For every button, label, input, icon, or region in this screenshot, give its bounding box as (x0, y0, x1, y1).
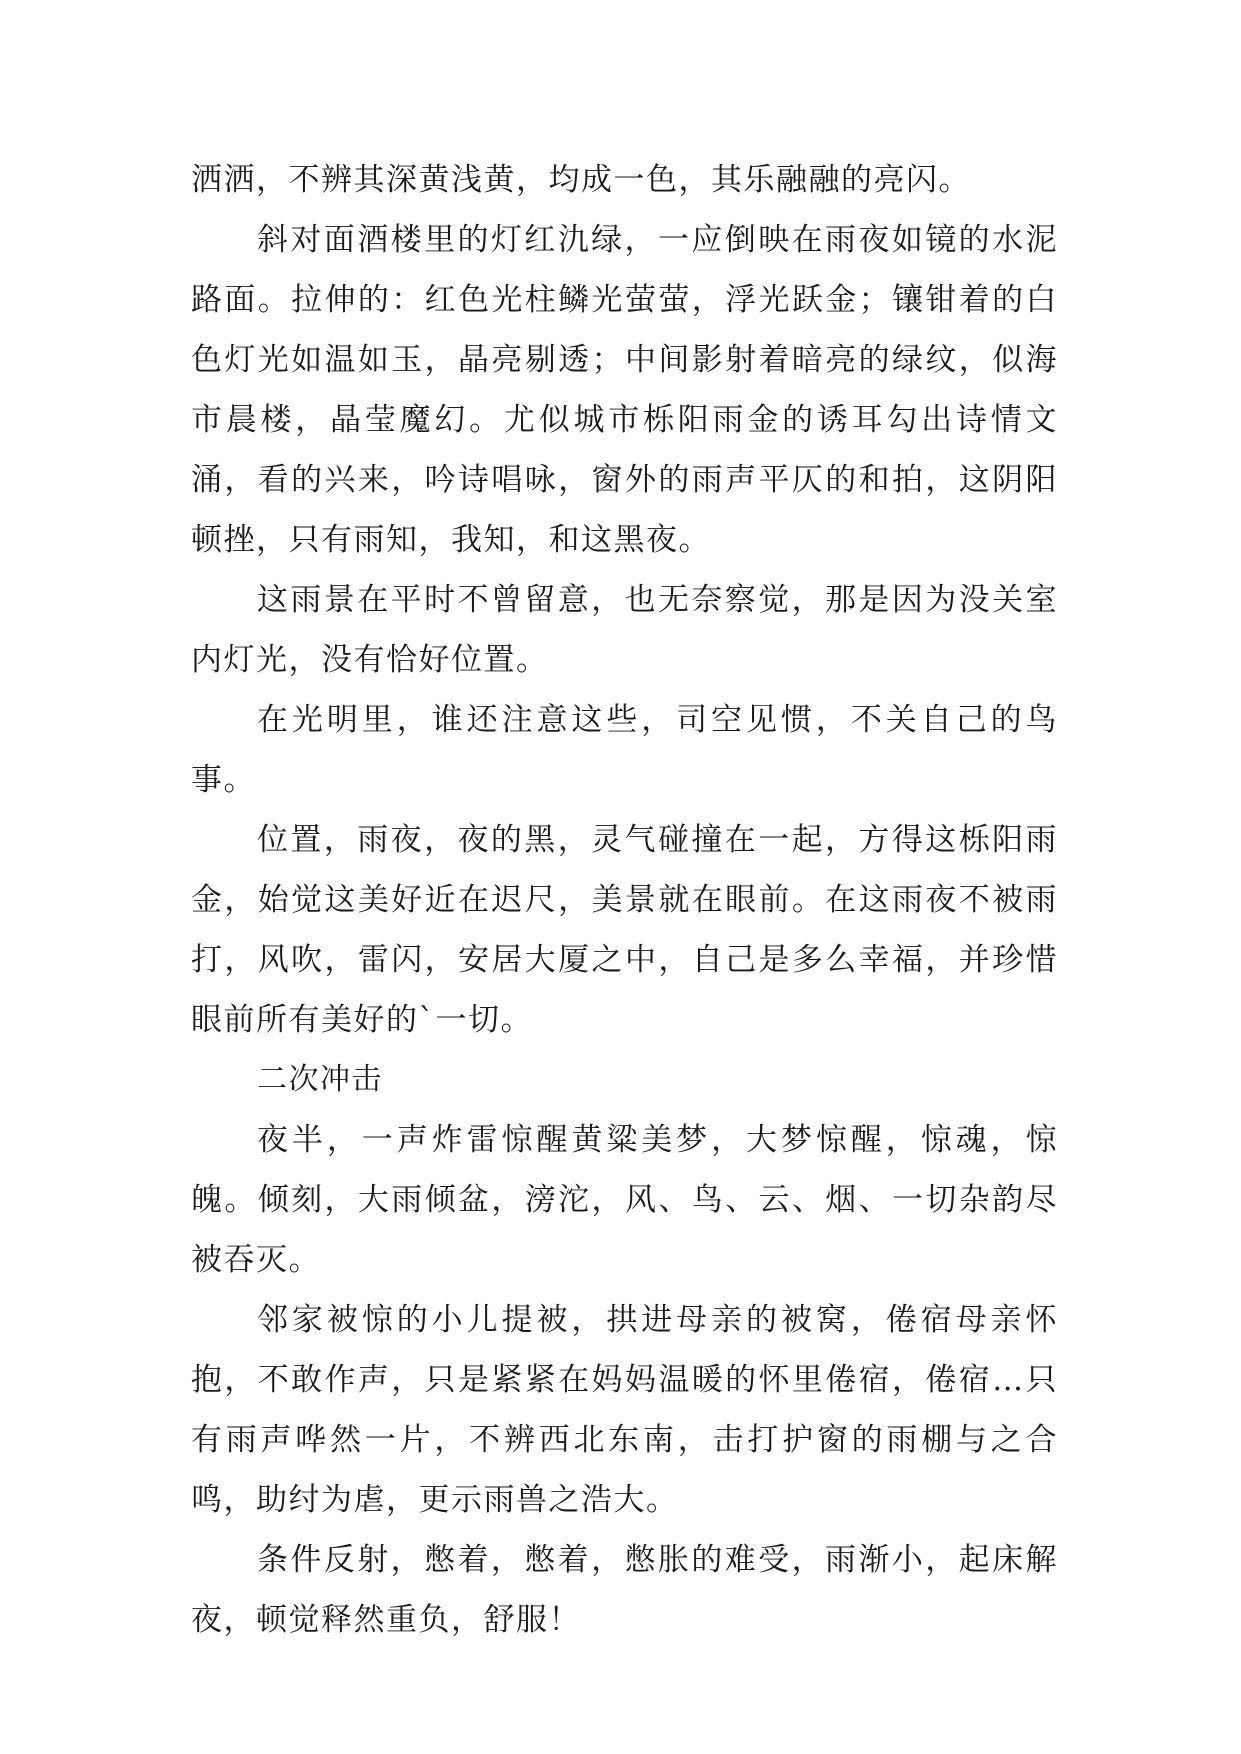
paragraph-neighbor-child: 邻家被惊的小儿提被，拱进母亲的被窝，倦宿母亲怀抱，不敢作声，只是紧紧在妈妈温暖的怀里倦宿，倦宿…只有雨声哗然一片，不辨西北东南，击打护窗的雨棚与之合鸣，助纣为虐，更示雨兽之浩大。 (191, 1302, 1058, 1518)
paragraph-position-rain-night: 位置，雨夜，夜的黑，灵气碰撞在一起，方得这栎阳雨金，始觉这美好近在迟尺，美景就在眼前。在这雨夜不被雨打，风吹，雷闪，安居大厦之中，自己是多么幸福，并珍惜眼前所有美好的`一切。 (191, 822, 1058, 1038)
paragraph-in-the-light: 在光明里，谁还注意这些，司空见惯，不关自己的鸟事。 (191, 702, 1058, 798)
paragraph-restaurant-reflection: 斜对面酒楼里的灯红氿绿，一应倒映在雨夜如镜的水泥路面。拉伸的：红色光柱鳞光萤萤，浮光跃金；镶钳着的白色灯光如温如玉，晶亮剔透；中间影射着暗亮的绿纹，似海市晨楼，晶莹魔幻。尤似城市栎阳雨金的诱耳勾出诗情文涌，看的兴来，吟诗唱咏，窗外的雨声平仄的和拍，这阴阳顿挫，只有雨知，我知，和这黑夜。 (191, 222, 1058, 558)
document-body (191, 150, 1058, 1650)
paragraph-continuation: 洒洒，不辨其深黄浅黄，均成一色，其乐融融的亮闪。 (191, 162, 971, 198)
paragraph-rain-scene: 这雨景在平时不曾留意，也无奈察觉，那是因为没关室内灯光，没有恰好位置。 (191, 582, 1058, 678)
paragraph-reflex: 条件反射，憋着，憋着，憋胀的难受，雨渐小，起床解夜，顿觉释然重负，舒服！ (191, 1542, 1058, 1638)
section-heading: 二次冲击 (257, 1062, 383, 1097)
paragraph-thunder: 夜半，一声炸雷惊醒黄粱美梦，大梦惊醒，惊魂，惊魄。倾刻，大雨倾盆，滂沱，风、鸟、云、烟、一切杂韵尽被吞灭。 (191, 1122, 1058, 1278)
